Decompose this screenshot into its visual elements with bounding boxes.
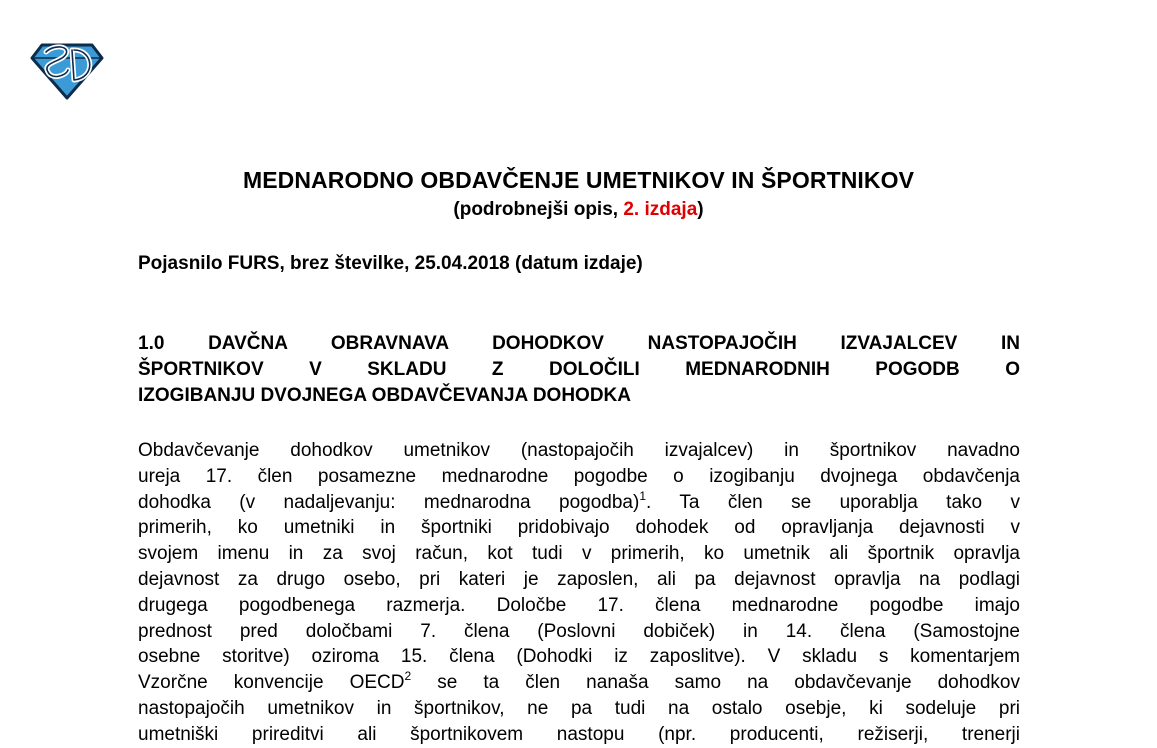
body-line: osebne storitve) oziroma 15. člena (Dohodki iz zaposlitve). V skladu s komentarjem (138, 646, 1020, 668)
subtitle-open: (podrobnejši opis, (453, 199, 624, 220)
heading-line: ŠPORTNIKOV V SKLADU Z DOLOČILI MEDNARODNIH POGODB O (138, 359, 1020, 380)
body-line: drugega pogodbenega razmerja. Določbe 17. člena mednarodne pogodbe imajo (138, 594, 1020, 616)
sd-diamond-logo-icon (30, 40, 104, 100)
subtitle-close: ) (697, 199, 704, 220)
section-heading (138, 331, 1020, 409)
body-text: dohodka (v nadaljevanju: mednarodna pogodba) (138, 491, 640, 513)
body-paragraph (138, 438, 1020, 748)
footnote-marker-1[interactable]: 1 (639, 488, 647, 503)
body-line: primerih, ko umetniki in športniki pridobivajo dohodek od opravljanja dejavnosti v (138, 517, 1020, 539)
heading-line: IZOGIBANJU DVOJNEGA OBDAVČEVANJA DOHODKA (138, 385, 631, 406)
body-text: . Ta člen se uporablja tako v (646, 491, 1020, 513)
source-reference: Pojasnilo FURS, brez številke, 25.04.2018 (datum izdaje) (138, 253, 643, 274)
body-line: umetniški prireditvi ali športnikovem nastopu (npr. producenti, režiserji, trenerji (138, 723, 1020, 745)
body-line: svojem imenu in za svoj račun, kot tudi v primerih, ko umetnik ali športnik opravlja (138, 543, 1020, 565)
body-line: Obdavčevanje dohodkov umetnikov (nastopajočih izvajalcev) in športnikov navadno (138, 440, 1020, 461)
logo-graphic (30, 40, 104, 100)
body-line: dejavnost za drugo osebo, pri kateri je zaposlen, ali pa dejavnost opravlja na podlagi (138, 568, 1020, 590)
body-text: se ta člen nanaša samo na obdavčevanje dohodkov (411, 672, 1020, 694)
heading-line: 1.0 DAVČNA OBRAVNAVA DOHODKOV NASTOPAJOČIH IZVAJALCEV IN (138, 333, 1020, 354)
body-line: prednost pred določbami 7. člena (Poslovni dobiček) in 14. člena (Samostojne (138, 620, 1020, 642)
edition-label: 2. izdaja (623, 199, 698, 220)
body-line: ureja 17. člen posamezne mednarodne pogodbe o izogibanju dvojnega obdavčenja (138, 465, 1020, 487)
body-line (138, 490, 1020, 516)
footnote-marker-2[interactable]: 2 (404, 669, 412, 684)
body-line: nastopajočih umetnikov in športnikov, ne pa tudi na ostalo osebje, ki sodeluje pri (138, 697, 1020, 719)
body-text: Vzorčne konvencije OECD (138, 672, 405, 694)
document-title: MEDNARODNO OBDAVČENJE UMETNIKOV IN ŠPORTNIKOV (242, 167, 915, 193)
document-subtitle (0, 198, 1157, 222)
body-line (138, 670, 1020, 696)
